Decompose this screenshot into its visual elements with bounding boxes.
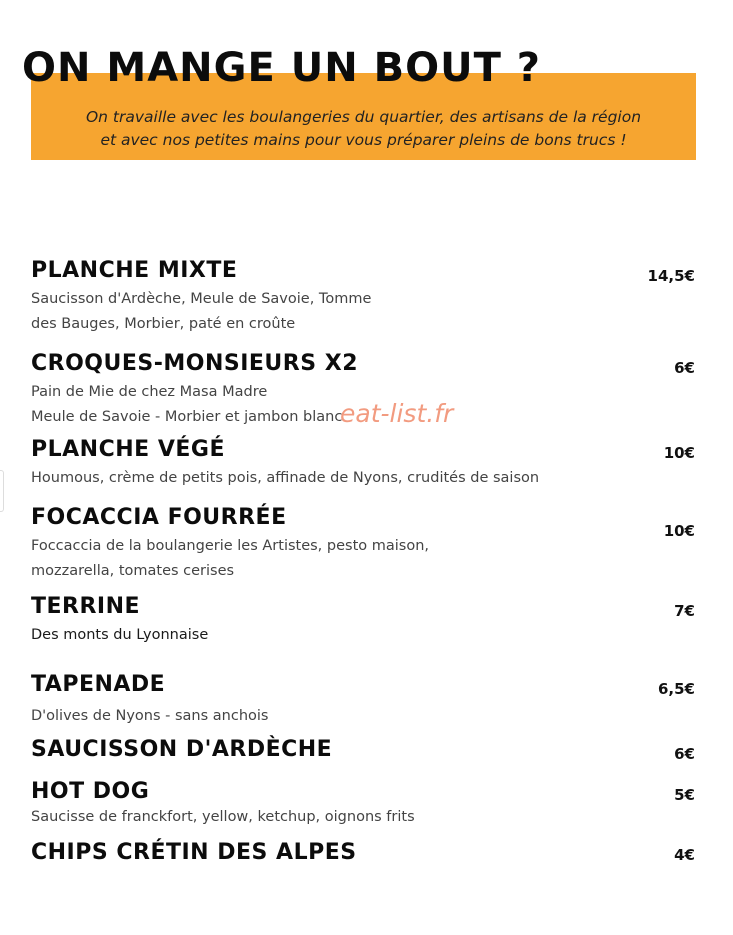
menu-item-name: PLANCHE VÉGÉ bbox=[31, 437, 225, 462]
menu-item-chips bbox=[31, 840, 696, 866]
menu-item-saucisson-ardeche bbox=[31, 737, 696, 763]
menu-item-description bbox=[31, 623, 696, 648]
description-line: Pain de Mie de chez Masa Madre bbox=[31, 384, 268, 401]
menu-item-description bbox=[31, 704, 696, 729]
menu-item-price: 4€ bbox=[674, 846, 695, 864]
description-line: des Bauges, Morbier, paté en croûte bbox=[31, 316, 296, 333]
intro-line-1: On travaille avec les boulangeries du quartier, des artisans de la région bbox=[85, 108, 642, 126]
description-line: Des monts du Lyonnaise bbox=[31, 627, 209, 644]
menu-item-price: 6€ bbox=[674, 359, 695, 377]
menu-item-description bbox=[31, 805, 696, 830]
description-line: Houmous, crème de petits pois, affinade de Nyons, crudités de saison bbox=[31, 470, 540, 487]
description-line: Meule de Savoie - Morbier et jambon blanc bbox=[31, 409, 343, 426]
menu-item-planche-mixte bbox=[31, 258, 696, 337]
menu-item-planche-vege bbox=[31, 437, 696, 491]
menu-item-name: TAPENADE bbox=[31, 672, 166, 697]
intro-text bbox=[31, 106, 696, 152]
menu-item-tapenade bbox=[31, 672, 696, 729]
menu-item-focaccia-fourree bbox=[31, 505, 696, 584]
menu-item-name: CHIPS CRÉTIN DES ALPES bbox=[31, 840, 357, 865]
watermark-text: eat-list.fr bbox=[340, 399, 454, 428]
menu-item-terrine bbox=[31, 594, 696, 648]
menu-item-price: 7€ bbox=[674, 602, 695, 620]
menu-item-hot-dog bbox=[31, 779, 696, 830]
description-line: D'olives de Nyons - sans anchois bbox=[31, 708, 269, 725]
menu-item-price: 6,5€ bbox=[657, 680, 695, 698]
description-line: Saucisse de franckfort, yellow, ketchup, oignons frits bbox=[31, 809, 415, 826]
menu-item-name: TERRINE bbox=[31, 594, 141, 619]
description-line: Foccaccia de la boulangerie les Artistes, pesto maison, bbox=[31, 538, 430, 555]
menu-item-price: 6€ bbox=[674, 745, 695, 763]
intro-line-2: et avec nos petites mains pour vous préparer pleins de bons trucs ! bbox=[100, 131, 627, 149]
menu-item-price: 10€ bbox=[663, 444, 695, 462]
menu-item-name: HOT DOG bbox=[31, 779, 150, 804]
description-line: Saucisson d'Ardèche, Meule de Savoie, Tomme bbox=[31, 291, 372, 308]
menu-item-name: SAUCISSON D'ARDÈCHE bbox=[31, 737, 333, 762]
menu-item-description bbox=[31, 466, 696, 491]
menu-item-description bbox=[31, 534, 696, 584]
page-title: ON MANGE UN BOUT ? bbox=[22, 45, 541, 91]
menu-item-description bbox=[31, 287, 696, 337]
menu-item-price: 10€ bbox=[663, 522, 695, 540]
description-line: mozzarella, tomates cerises bbox=[31, 563, 235, 580]
menu-item-price: 5€ bbox=[674, 786, 695, 804]
menu-item-price: 14,5€ bbox=[647, 267, 695, 285]
menu-item-name: CROQUES-MONSIEURS X2 bbox=[31, 351, 359, 376]
menu-item-name: FOCACCIA FOURRÉE bbox=[31, 505, 287, 530]
menu-item-name: PLANCHE MIXTE bbox=[31, 258, 238, 283]
page-edge-tab bbox=[0, 470, 4, 512]
